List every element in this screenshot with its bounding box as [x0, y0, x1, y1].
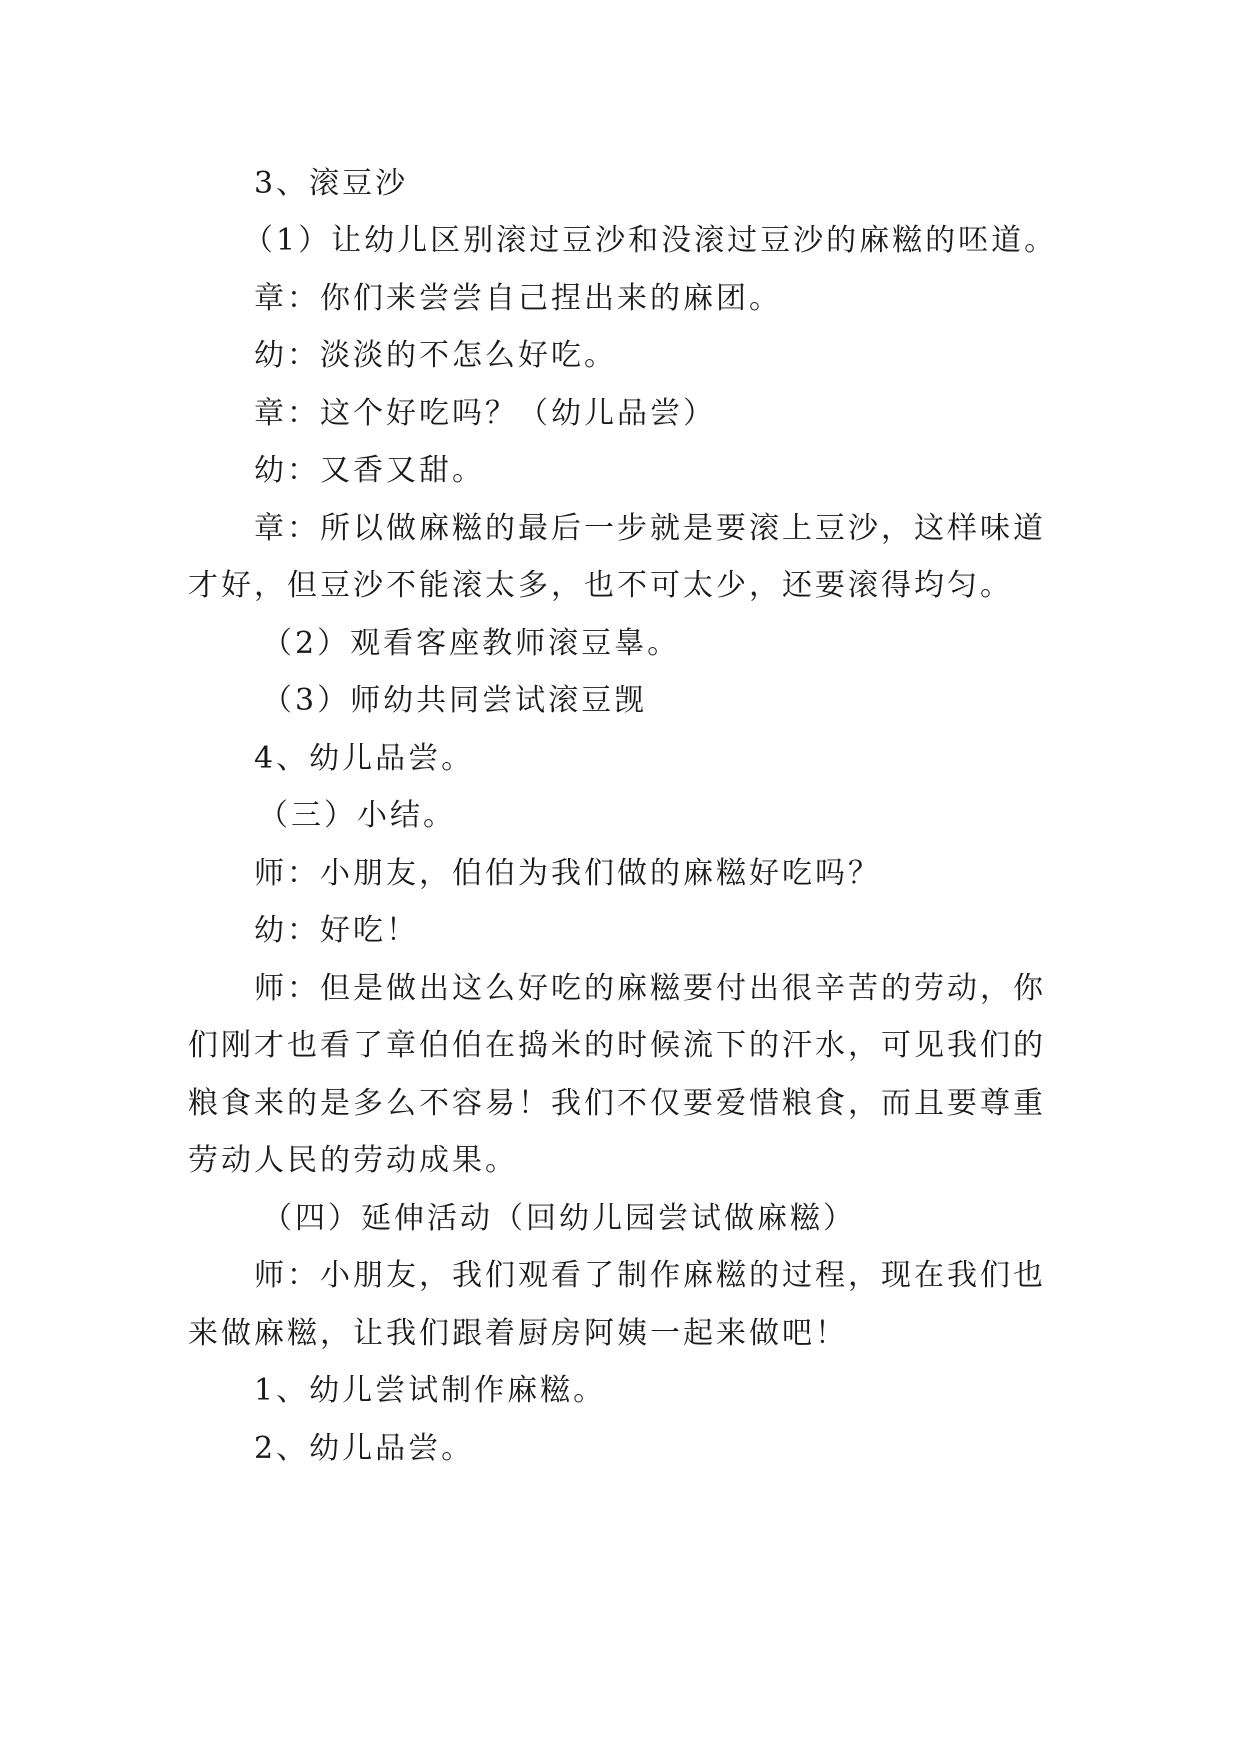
text-line: （3）师幼共同尝试滚豆觊: [262, 683, 648, 718]
text-line: （1）让幼儿区别滚过豆沙和没滚过豆沙的麻糍的呸道。: [243, 223, 1058, 258]
text-line: 师：小朋友，伯伯为我们做的麻糍好吃吗？: [254, 856, 881, 891]
text-line: （三）小结。: [258, 798, 456, 833]
text-line: 4、幼儿品尝。: [254, 741, 475, 776]
text-line: 们刚才也看了章伯伯在捣米的时候流下的汗水，可见我们的: [188, 1028, 1046, 1063]
text-line: 2、幼儿品尝。: [254, 1431, 475, 1466]
text-line: 幼：又香又甜。: [254, 453, 485, 488]
text-line: 1、幼儿尝试制作麻糍。: [254, 1373, 607, 1408]
text-line: 幼：淡淡的不怎么好吃。: [254, 338, 617, 373]
text-line: 3、滚豆沙: [254, 166, 409, 201]
text-line: 师：小朋友，我们观看了制作麻糍的过程，现在我们也: [254, 1258, 1046, 1293]
text-line: 才好，但豆沙不能滚太多，也不可太少，还要滚得均匀。: [188, 568, 1013, 603]
text-line: 师：但是做出这么好吃的麻糍要付出很辛苦的劳动，你: [254, 971, 1046, 1006]
text-line: 粮食来的是多么不容易！我们不仅要爱惜粮食，而且要尊重: [188, 1086, 1046, 1121]
text-line: 章：所以做麻糍的最后一步就是要滚上豆沙，这样味道: [254, 511, 1046, 546]
text-line: 章：你们来尝尝自己捏出来的麻团。: [254, 281, 782, 316]
text-line: 劳动人民的劳动成果。: [188, 1143, 518, 1178]
text-line: 幼：好吃！: [254, 913, 419, 948]
text-line: （四）延伸活动（回幼儿园尝试做麻糍）: [262, 1201, 856, 1236]
text-line: 来做麻糍，让我们跟着厨房阿姨一起来做吧！: [188, 1316, 848, 1351]
text-line: 章：这个好吃吗？（幼儿品尝）: [254, 396, 716, 431]
text-line: （2）观看客座教师滚豆辠。: [262, 626, 681, 661]
